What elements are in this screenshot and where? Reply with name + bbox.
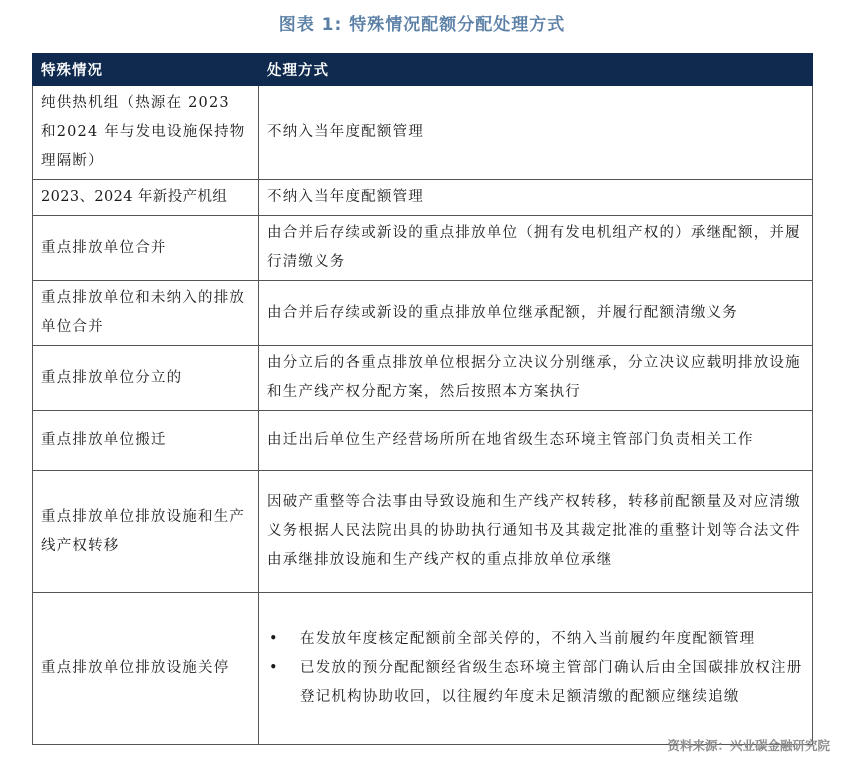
table-row [33,216,813,281]
situation-cell: 重点排放单位排放设施和生产线产权转移 [33,471,259,593]
handling-cell: 因破产重整等合法事由导致设施和生产线产权转移，转移前配额量及对应清缴义务根据人民法院出具的协助执行通知书及其裁定批准的重整计划等合法文件由承继排放设施和生产线产权的重点排放单位承继 [259,471,813,593]
situation-cell: 重点排放单位合并 [33,216,259,281]
situation-cell: 重点排放单位排放设施关停 [33,593,259,745]
handling-cell: 不纳入当年度配额管理 [259,86,813,180]
bullet-icon: • [269,660,279,676]
situation-cell: 重点排放单位和未纳入的排放单位合并 [33,281,259,346]
situation-cell: 纯供热机组（热源在 2023 和2024 年与发电设施保持物理隔断） [33,86,259,180]
handling-cell: 由合并后存续或新设的重点排放单位（拥有发电机组产权的）承继配额，并履行清缴义务 [259,216,813,281]
list-item-text: 已发放的预分配配额经省级生态环境主管部门确认后由全国碳排放权注册登记机构协助收回，以往履约年度未足额清缴的配额应继续追缴 [300,660,803,705]
figure-title: 图表 1: 特殊情况配额分配处理方式 [278,15,566,35]
handling-cell: 由分立后的各重点排放单位根据分立决议分别继承，分立决议应载明排放设施和生产线产权分配方案，然后按照本方案执行 [259,346,813,411]
header-situation: 特殊情况 [33,54,259,86]
special-cases-table [32,53,813,745]
table-header-row [33,54,813,86]
situation-cell: 重点排放单位搬迁 [33,411,259,471]
table-row [33,471,813,593]
list-item [267,625,804,654]
list-item [267,654,804,712]
list-item-text: 在发放年度核定配额前全部关停的，不纳入当前履约年度配额管理 [300,631,756,647]
handling-cell: 不纳入当年度配额管理 [259,180,813,216]
table-row [33,281,813,346]
header-handling: 处理方式 [259,54,813,86]
handling-cell: 由迁出后单位生产经营场所所在地省级生态环境主管部门负责相关工作 [259,411,813,471]
table-row [33,180,813,216]
handling-cell: 由合并后存续或新设的重点排放单位继承配额，并履行配额清缴义务 [259,281,813,346]
table-row [33,346,813,411]
situation-cell: 2023、2024 年新投产机组 [33,180,259,216]
source-note: 资料来源：兴业碳金融研究院 [667,738,830,753]
bullet-icon: • [269,631,279,647]
table-row [33,593,813,745]
table-row [33,86,813,180]
bullet-list [267,625,804,712]
table-row [33,411,813,471]
handling-cell [259,593,813,745]
situation-cell: 重点排放单位分立的 [33,346,259,411]
